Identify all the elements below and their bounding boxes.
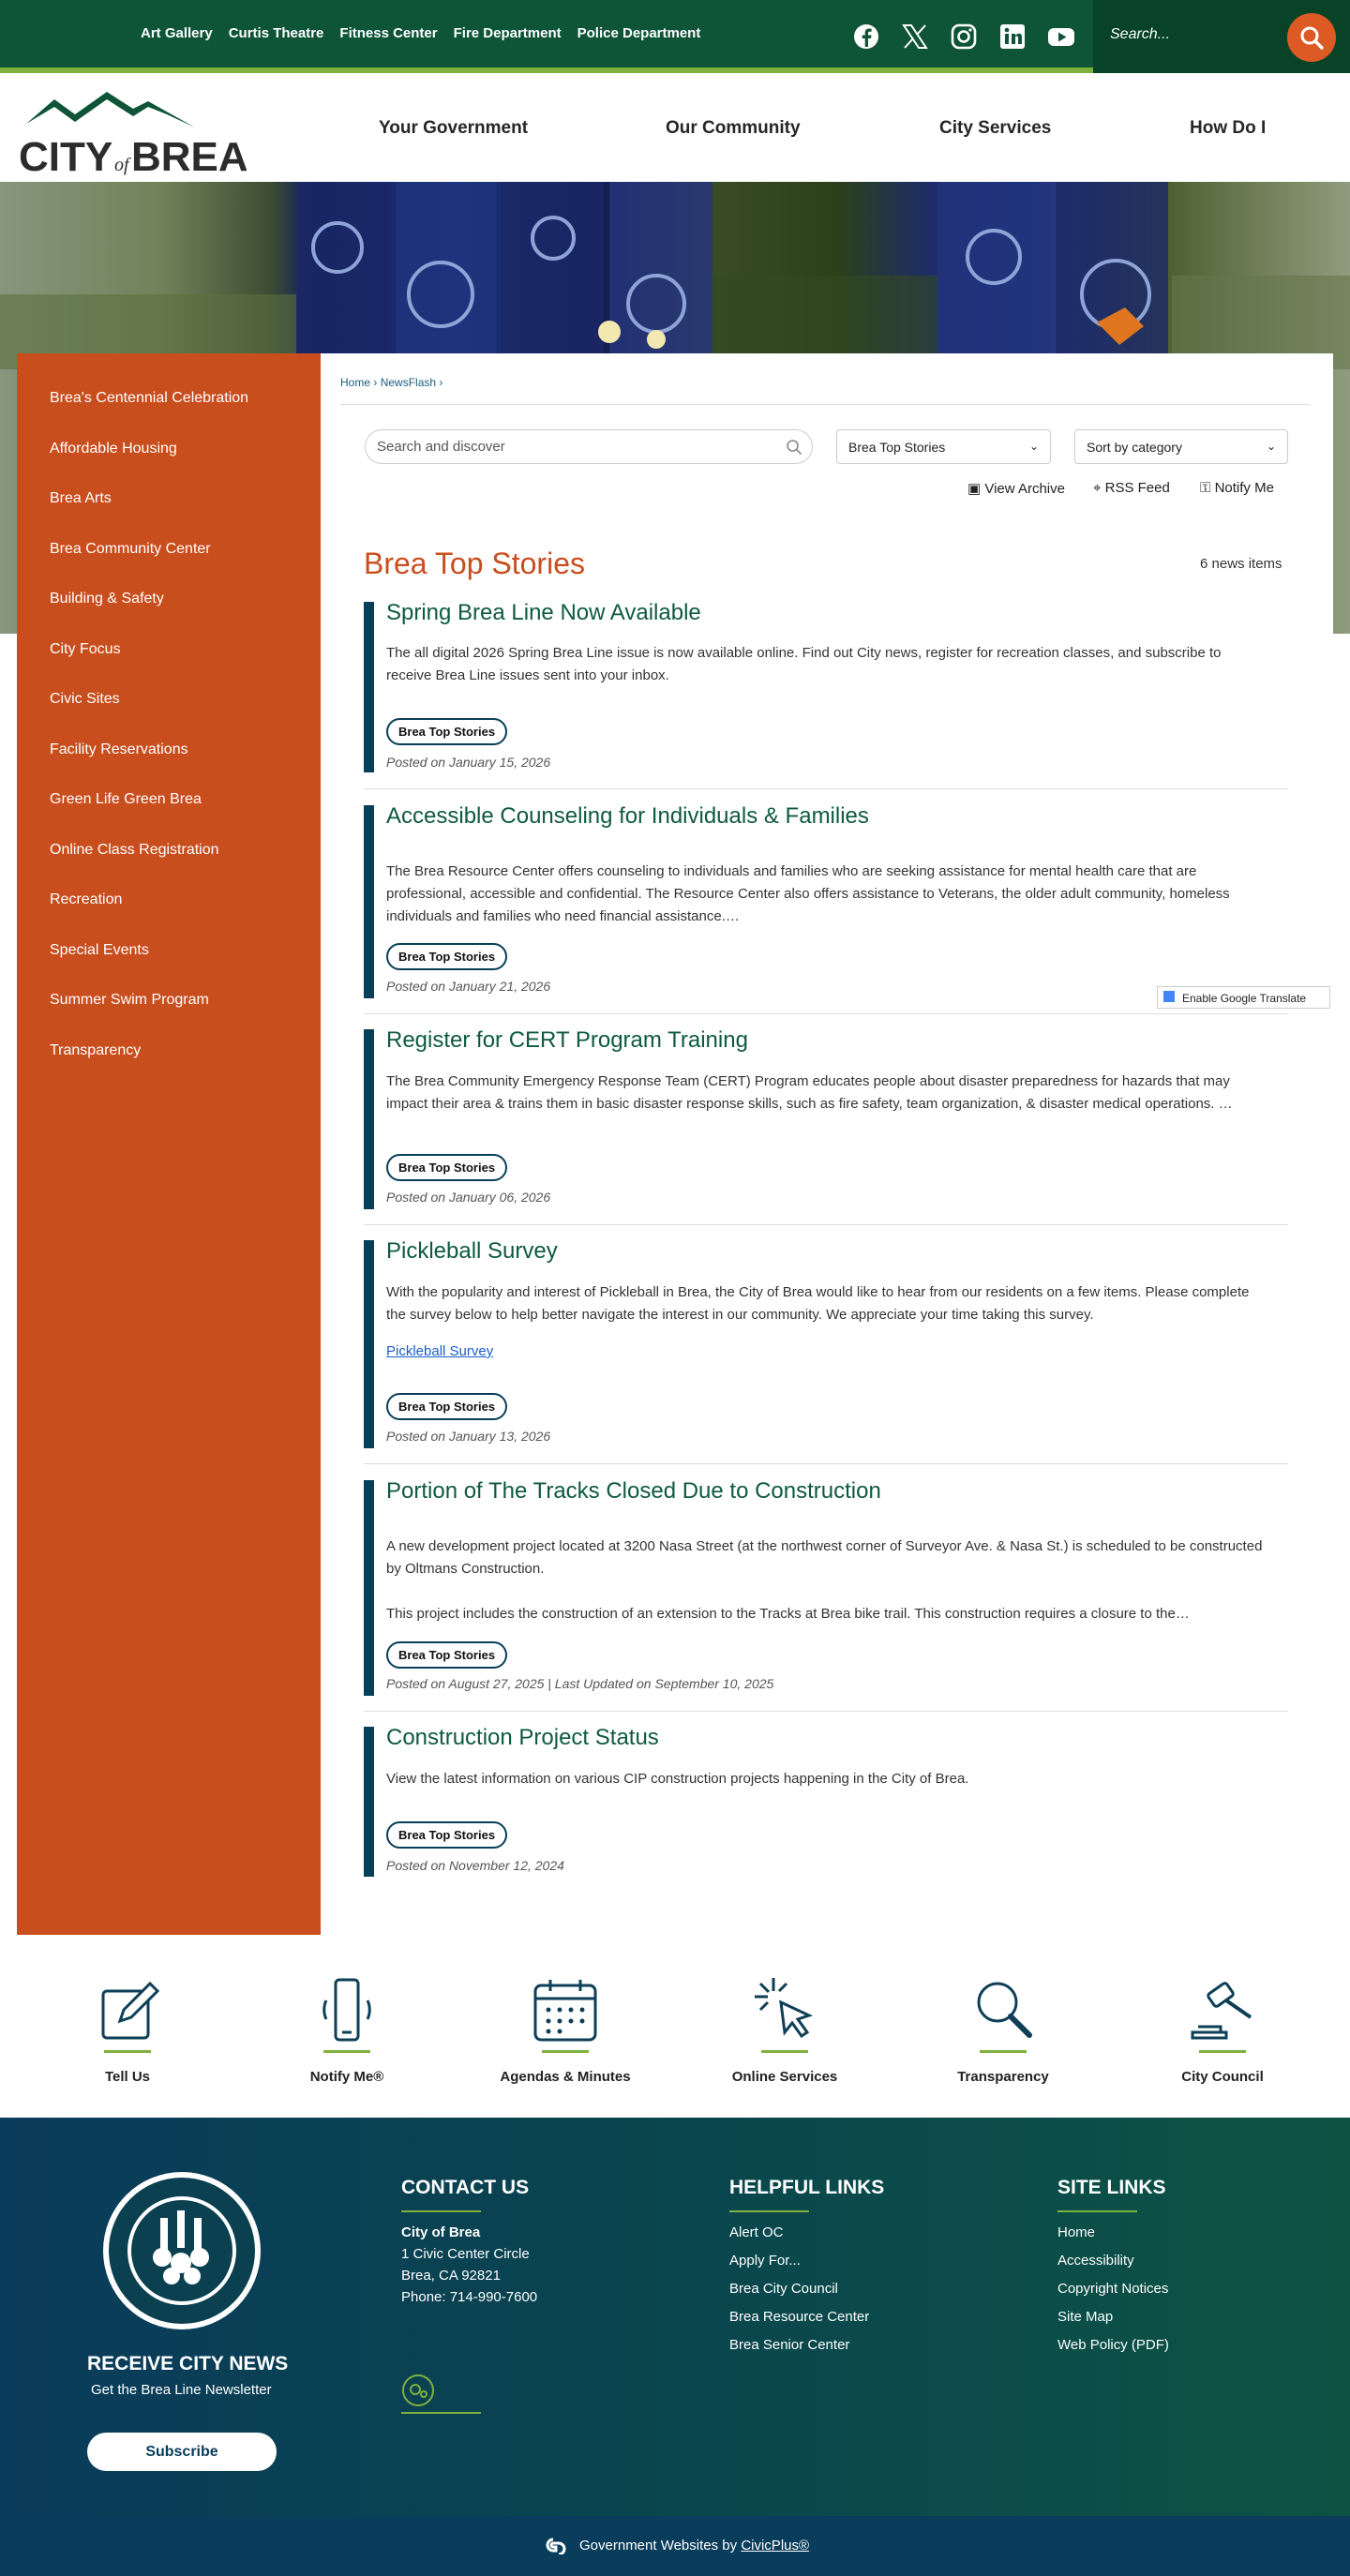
- svg-text:of: of: [114, 155, 129, 175]
- site-link-accessibility[interactable]: Accessibility: [1058, 2253, 1134, 2269]
- sidebar-item-affordable-housing[interactable]: Affordable Housing: [50, 441, 177, 457]
- rss-feed-link[interactable]: [1093, 480, 1170, 496]
- breadcrumb-separator: ›: [373, 376, 381, 389]
- quicklink-label: City Council: [1181, 2069, 1264, 2085]
- quicklink-underline: [761, 2050, 808, 2053]
- breadcrumb-home[interactable]: Home: [340, 376, 371, 389]
- quicklink-tell-us[interactable]: [34, 1974, 221, 2085]
- pickleball-survey-link[interactable]: Pickleball Survey: [386, 1343, 494, 1359]
- google-translate-label: Enable Google Translate: [1182, 992, 1307, 1005]
- news-item-summary: A new development project located at 3200 Nasa Street (at the northwest corner of Surveyor Ave. & Nasa St.) is scheduled to be constructed by Oltmans Construction.: [386, 1538, 1263, 1577]
- nav-our-community[interactable]: Our Community: [666, 118, 801, 138]
- sidebar-item-green-life[interactable]: Green Life Green Brea: [50, 791, 202, 807]
- civicplus-link[interactable]: CivicPlus®: [741, 2538, 810, 2554]
- divider: [364, 1013, 1288, 1014]
- helpful-link-alert-oc[interactable]: Alert OC: [729, 2224, 784, 2240]
- news-item-summary: The Brea Community Emergency Response Team (CERT) Program educates people about disaster preparedness for hazards that may impact their area & trains them in basic disaster response skills, such as fire safety, team organization, & disaster medical operations. …: [386, 1073, 1233, 1112]
- heading-underline: [1058, 2210, 1137, 2212]
- pencil-icon: [92, 1974, 163, 2045]
- quicklink-label: Online Services: [731, 2069, 838, 2085]
- news-item-title[interactable]: Portion of The Tracks Closed Due to Construction: [386, 1478, 881, 1504]
- news-item-title[interactable]: Construction Project Status: [386, 1725, 659, 1750]
- view-archive-label: View Archive: [984, 481, 1065, 497]
- rss-feed-label: RSS Feed: [1104, 480, 1170, 496]
- news-item-summary: With the popularity and interest of Pickleball in Brea, the City of Brea would like to hear from our residents on a few items. Please complete the survey below to help better navigate the interest in our community. We appreciate your time taking this survey.: [386, 1284, 1250, 1323]
- divider: [364, 1463, 1288, 1464]
- helpful-link-city-council[interactable]: Brea City Council: [729, 2281, 838, 2297]
- contact-heading: CONTACT US: [401, 2177, 530, 2198]
- news-item-summary: View the latest information on various CIP construction projects happening in the City of Brea.: [386, 1771, 969, 1787]
- sidebar-item-centennial[interactable]: Brea's Centennial Celebration: [50, 390, 249, 406]
- sidebar-item-special-events[interactable]: Special Events: [50, 942, 149, 958]
- news-item-tag[interactable]: Brea Top Stories: [386, 1393, 507, 1420]
- category-select-value: Brea Top Stories: [848, 440, 946, 455]
- youtube-icon[interactable]: [1045, 21, 1077, 52]
- news-item-title[interactable]: Pickleball Survey: [386, 1238, 558, 1264]
- heading-underline: [729, 2210, 809, 2212]
- quicklink-underline: [542, 2050, 589, 2053]
- sort-select[interactable]: [1074, 429, 1288, 464]
- linkedin-icon[interactable]: [997, 21, 1028, 52]
- heading-underline: [401, 2412, 481, 2414]
- news-item-tag[interactable]: Brea Top Stories: [386, 1821, 507, 1849]
- instagram-icon[interactable]: [948, 21, 980, 52]
- quicklink-label: Agendas & Minutes: [500, 2069, 631, 2085]
- bottom-bar: [0, 2516, 1350, 2576]
- news-count: 6 news items: [1200, 556, 1282, 572]
- sidebar-item-building-safety[interactable]: Building & Safety: [50, 591, 164, 607]
- divider: [364, 788, 1288, 789]
- city-seal-logo: [100, 2169, 263, 2332]
- news-item-title[interactable]: Register for CERT Program Training: [386, 1027, 748, 1053]
- utility-link-curtis-theatre[interactable]: Curtis Theatre: [228, 25, 324, 41]
- magnifying-glass-icon: [968, 1974, 1039, 2045]
- social-links: [850, 21, 1077, 52]
- contact-address-line2: Brea, CA 92821: [401, 2268, 501, 2284]
- calendar-icon: [530, 1974, 601, 2045]
- divider: [340, 404, 1310, 405]
- site-search-button[interactable]: [1287, 13, 1336, 62]
- divider: [364, 1224, 1288, 1225]
- news-item-title[interactable]: Spring Brea Line Now Available: [386, 600, 701, 625]
- news-item-date: Posted on August 27, 2025 | Last Updated on September 10, 2025: [386, 1676, 774, 1691]
- nav-city-services[interactable]: City Services: [939, 118, 1052, 138]
- news-item-accent-bar: [364, 1480, 374, 1696]
- site-link-site-map[interactable]: Site Map: [1058, 2309, 1114, 2325]
- civicplus-icon: [544, 2536, 568, 2554]
- quicklink-underline: [980, 2050, 1027, 2053]
- subscribe-button[interactable]: Subscribe: [87, 2433, 277, 2471]
- site-links-heading: SITE LINKS: [1058, 2177, 1166, 2198]
- site-header: [0, 79, 1350, 182]
- notify-me-label: Notify Me: [1214, 480, 1274, 496]
- search-icon: [1287, 13, 1336, 62]
- sidebar-item-recreation[interactable]: Recreation: [50, 891, 123, 907]
- sidebar-item-transparency[interactable]: Transparency: [50, 1042, 142, 1058]
- google-translate-button[interactable]: [1157, 986, 1330, 1009]
- site-search: [1093, 0, 1350, 73]
- gavel-icon: [1187, 1974, 1258, 2045]
- sidebar-item-facility-reservations[interactable]: Facility Reservations: [50, 741, 188, 757]
- site-link-home[interactable]: Home: [1058, 2224, 1096, 2240]
- news-item-title[interactable]: Accessible Counseling for Individuals & Families: [386, 803, 869, 829]
- quicklink-transparency[interactable]: [909, 1974, 1097, 2085]
- helpful-link-resource-center[interactable]: Brea Resource Center: [729, 2309, 870, 2325]
- news-item-tag[interactable]: Brea Top Stories: [386, 943, 507, 970]
- news-item-accent-bar: [364, 1029, 374, 1209]
- news-item-summary: The all digital 2026 Spring Brea Line issue is now available online. Find out City news, register for recreation classes, and subscribe to receive Brea Line issues sent into your inbox.: [386, 645, 1222, 683]
- news-item-summary-continued: This project includes the construction of an extension to the Tracks at Brea bike trail. This construction requires a closure to the…: [386, 1606, 1190, 1622]
- sidebar-item-brea-arts[interactable]: Brea Arts: [50, 490, 112, 506]
- news-item-tag[interactable]: Brea Top Stories: [386, 718, 507, 745]
- news-item-date: Posted on January 21, 2026: [386, 979, 551, 994]
- news-item-tag[interactable]: Brea Top Stories: [386, 1154, 507, 1181]
- quicklink-label: Notify Me®: [309, 2069, 384, 2085]
- quicklink-agendas-minutes[interactable]: [472, 1974, 659, 2085]
- news-item-summary: The Brea Resource Center offers counseling to individuals and families who are seeking assistance for mental health care that are professional, accessible and confidential. The Resource Center also offers assistance to Veterans, the older adult community, homeless individuals and families who need financial assistance.…: [386, 863, 1230, 924]
- city-logo[interactable]: [17, 86, 247, 180]
- nav-your-government[interactable]: Your Government: [379, 118, 529, 138]
- svg-text:CITY: CITY: [19, 134, 113, 180]
- rss-icon: ⌖: [1093, 480, 1102, 496]
- news-item-date: Posted on January 15, 2026: [386, 755, 551, 770]
- x-icon[interactable]: [899, 21, 931, 52]
- quicklink-underline: [104, 2050, 151, 2053]
- sidebar-nav: [17, 353, 321, 1935]
- news-search-input[interactable]: [365, 429, 813, 464]
- contact-address-line1: 1 Civic Center Circle: [401, 2246, 530, 2262]
- utility-links: [141, 25, 700, 41]
- contact-phone[interactable]: Phone: 714-990-7600: [401, 2289, 538, 2305]
- breadcrumb-current[interactable]: NewsFlash: [380, 376, 437, 389]
- nav-how-do-i[interactable]: How Do I: [1190, 118, 1267, 138]
- chevron-down-icon: ⌄: [1266, 440, 1276, 453]
- news-item-date: Posted on January 06, 2026: [386, 1190, 551, 1205]
- news-item-accent-bar: [364, 602, 374, 772]
- quicklink-underline: [323, 2050, 370, 2053]
- quicklink-notify-me[interactable]: [253, 1974, 441, 2085]
- cursor-click-icon: [749, 1974, 820, 2045]
- news-search-placeholder: Search and discover: [377, 439, 505, 455]
- news-item-accent-bar: [364, 805, 374, 998]
- google-translate-icon: [1163, 991, 1175, 1002]
- news-item-tag[interactable]: Brea Top Stories: [386, 1641, 507, 1669]
- sidebar-item-community-center[interactable]: Brea Community Center: [50, 541, 211, 557]
- category-select[interactable]: [836, 429, 1051, 464]
- utility-link-fire-department[interactable]: Fire Department: [453, 25, 562, 41]
- bottom-credit: [579, 2538, 809, 2554]
- smartphone-icon: [311, 1974, 382, 2045]
- bottom-credit-prefix: Government Websites by: [579, 2538, 738, 2554]
- divider: [364, 1711, 1288, 1712]
- helpful-links-heading: HELPFUL LINKS: [729, 2177, 885, 2198]
- news-item-date: Posted on November 12, 2024: [386, 1858, 564, 1873]
- sidebar-item-summer-swim[interactable]: Summer Swim Program: [50, 992, 209, 1008]
- news-item-accent-bar: [364, 1727, 374, 1877]
- site-search-input[interactable]: Search...: [1110, 26, 1171, 42]
- newsletter-heading: RECEIVE CITY NEWS: [87, 2353, 289, 2374]
- chevron-down-icon: ⌄: [1028, 440, 1039, 453]
- helpful-link-apply-for[interactable]: Apply For...: [729, 2253, 801, 2269]
- search-icon: [786, 439, 802, 456]
- news-item-date: Posted on January 13, 2026: [386, 1429, 551, 1444]
- contact-name: City of Brea: [401, 2224, 481, 2240]
- site-link-copyright[interactable]: Copyright Notices: [1058, 2281, 1169, 2297]
- archive-icon: ▣: [968, 481, 982, 497]
- view-archive-link[interactable]: [968, 480, 1065, 497]
- breadcrumb: [340, 376, 442, 389]
- bell-icon: ⚿: [1200, 480, 1211, 496]
- quicklink-underline: [1199, 2050, 1246, 2053]
- utility-link-fitness-center[interactable]: Fitness Center: [339, 25, 438, 41]
- site-link-web-policy[interactable]: Web Policy (PDF): [1058, 2337, 1169, 2353]
- utility-link-police-department[interactable]: Police Department: [577, 25, 701, 41]
- page-title: Brea Top Stories: [364, 547, 585, 580]
- quicklink-city-council[interactable]: [1129, 1974, 1316, 2085]
- quicklink-label: Transparency: [957, 2069, 1049, 2085]
- quicklink-label: Tell Us: [104, 2069, 151, 2085]
- helpful-link-senior-center[interactable]: Brea Senior Center: [729, 2337, 850, 2353]
- sidebar-item-civic-sites[interactable]: Civic Sites: [50, 691, 120, 707]
- svg-text:BREA: BREA: [131, 134, 247, 180]
- news-item-accent-bar: [364, 1240, 374, 1448]
- sidebar-item-city-focus[interactable]: City Focus: [50, 641, 121, 657]
- facebook-icon[interactable]: [850, 21, 882, 52]
- newsletter-subtitle: Get the Brea Line Newsletter: [91, 2382, 272, 2398]
- top-utility-bar: [0, 0, 1350, 73]
- utility-link-art-gallery[interactable]: Art Gallery: [141, 25, 213, 41]
- quicklink-online-services[interactable]: [691, 1974, 878, 2085]
- notify-me-link[interactable]: [1200, 480, 1274, 496]
- sidebar-item-online-class-registration[interactable]: Online Class Registration: [50, 842, 219, 858]
- breadcrumb-separator: ›: [439, 376, 443, 389]
- sort-select-value: Sort by category: [1087, 440, 1182, 455]
- heading-underline: [401, 2210, 481, 2212]
- settings-icon[interactable]: [401, 2374, 435, 2407]
